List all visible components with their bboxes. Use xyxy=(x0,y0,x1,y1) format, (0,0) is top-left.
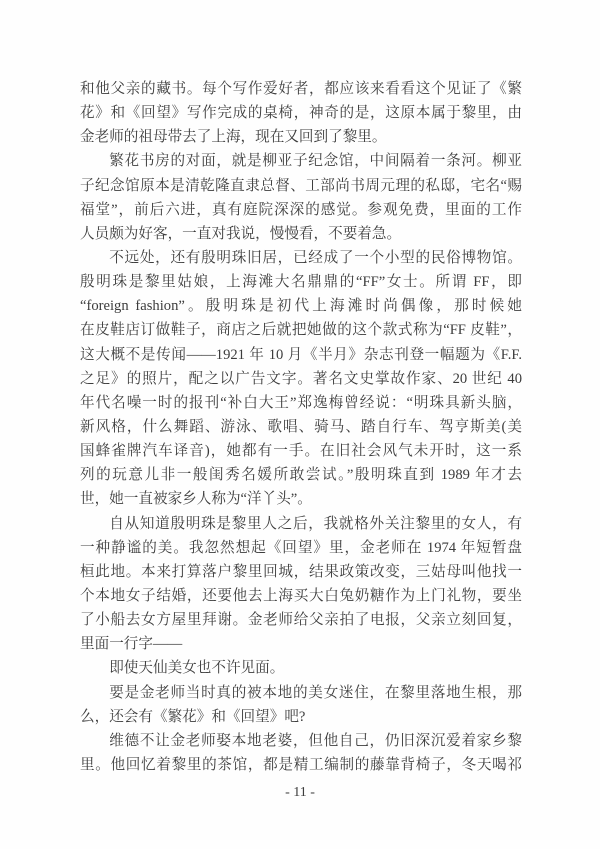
text-block xyxy=(80,77,522,777)
text-line: 这大概不是传闻——1921 年 10 月《半月》杂志刊登一幅题为《F.F. xyxy=(80,346,522,363)
text-line: 和他父亲的藏书。每个写作爱好者，都应该来看看这个见证了《繁 xyxy=(80,81,522,97)
text-line: 维德不让金老师娶本地老婆，但他自己，仍旧深沉爱着家乡黎 xyxy=(109,732,522,749)
text-line: 列的玩意儿非一般闺秀名媛所敢尝试。”殷明珠直到 1989 年才去 xyxy=(80,467,522,484)
text-line: 不远处，还有殷明珠旧居，已经成了一个小型的民俗博物馆。 xyxy=(109,249,522,266)
text-line: 里。他回忆着黎里的茶馆，都是精工编制的藤靠背椅子，冬天喝祁 xyxy=(80,756,522,773)
page-number: - 11 - xyxy=(285,785,315,800)
text-line: 了小船去女方屋里拜谢。金老师给父亲拍了电报，父亲立刻回复， xyxy=(80,612,522,629)
text-line: 个本地女子结婚，还要他去上海买大白兔奶糖作为上门礼物，要坐 xyxy=(80,587,522,604)
text-line: 金老师的祖母带去了上海，现在又回到了黎里。 xyxy=(80,129,387,146)
text-line: “foreign fashion”。殷明珠是初代上海滩时尚偶像，那时候她 xyxy=(80,298,522,315)
text-line: 繁花书房的对面，就是柳亚子纪念馆，中间隔着一条河。柳亚 xyxy=(109,153,522,170)
text-line: 国蜂雀牌汽车译音)，她都有一手。在旧社会风气未开时，这一系 xyxy=(80,443,522,460)
text-line: 自从知道殷明珠是黎里人之后，我就格外关注黎里的女人，有 xyxy=(109,515,522,532)
text-line: 新风格，什么舞蹈、游泳、歌唱、骑马、踏自行车、驾亨斯美(美 xyxy=(80,418,522,435)
text-line: 里面一行字—— xyxy=(80,636,183,653)
text-line: 世，她一直被家乡人称为“洋丫头”。 xyxy=(80,491,312,508)
text-line: 在皮鞋店订做鞋子，商店之后就把她做的这个款式称为“FF 皮鞋”， xyxy=(80,322,522,339)
text-line: 么，还会有《繁花》和《回望》吧? xyxy=(80,708,306,725)
text-line: 子纪念馆原本是清乾隆直隶总督、工部尚书周元理的私邸，宅名“赐 xyxy=(80,177,522,194)
text-line: 即使天仙美女也不许见面。 xyxy=(109,660,285,677)
text-line: 福堂”，前后六进，真有庭院深深的感觉。参观免费，里面的工作 xyxy=(80,201,522,218)
text-line: 年代名噪一时的报刊“补白大王”郑逸梅曾经说：“明珠具新头脑， xyxy=(80,394,522,411)
text-line: 要是金老师当时真的被本地的美女迷住，在黎里落地生根，那 xyxy=(109,684,522,701)
text-line: 人员颇为好客，一直对我说，慢慢看，不要着急。 xyxy=(80,225,402,242)
text-line: 一种静谧的美。我忽然想起《回望》里，金老师在 1974 年短暂盘 xyxy=(80,539,522,556)
text-line: 殷明珠是黎里姑娘，上海滩大名鼎鼎的“FF”女士。所谓 FF，即 xyxy=(80,274,522,291)
text-line: 之足》的照片，配之以广告文字。著名文史掌故作家、20 世纪 40 xyxy=(80,370,522,387)
text-line: 桓此地。本来打算落户黎里回城，结果政策改变，三姑母叫他找一 xyxy=(80,563,522,580)
text-line: 花》和《回望》写作完成的桌椅，神奇的是，这原本属于黎里，由 xyxy=(80,105,522,122)
